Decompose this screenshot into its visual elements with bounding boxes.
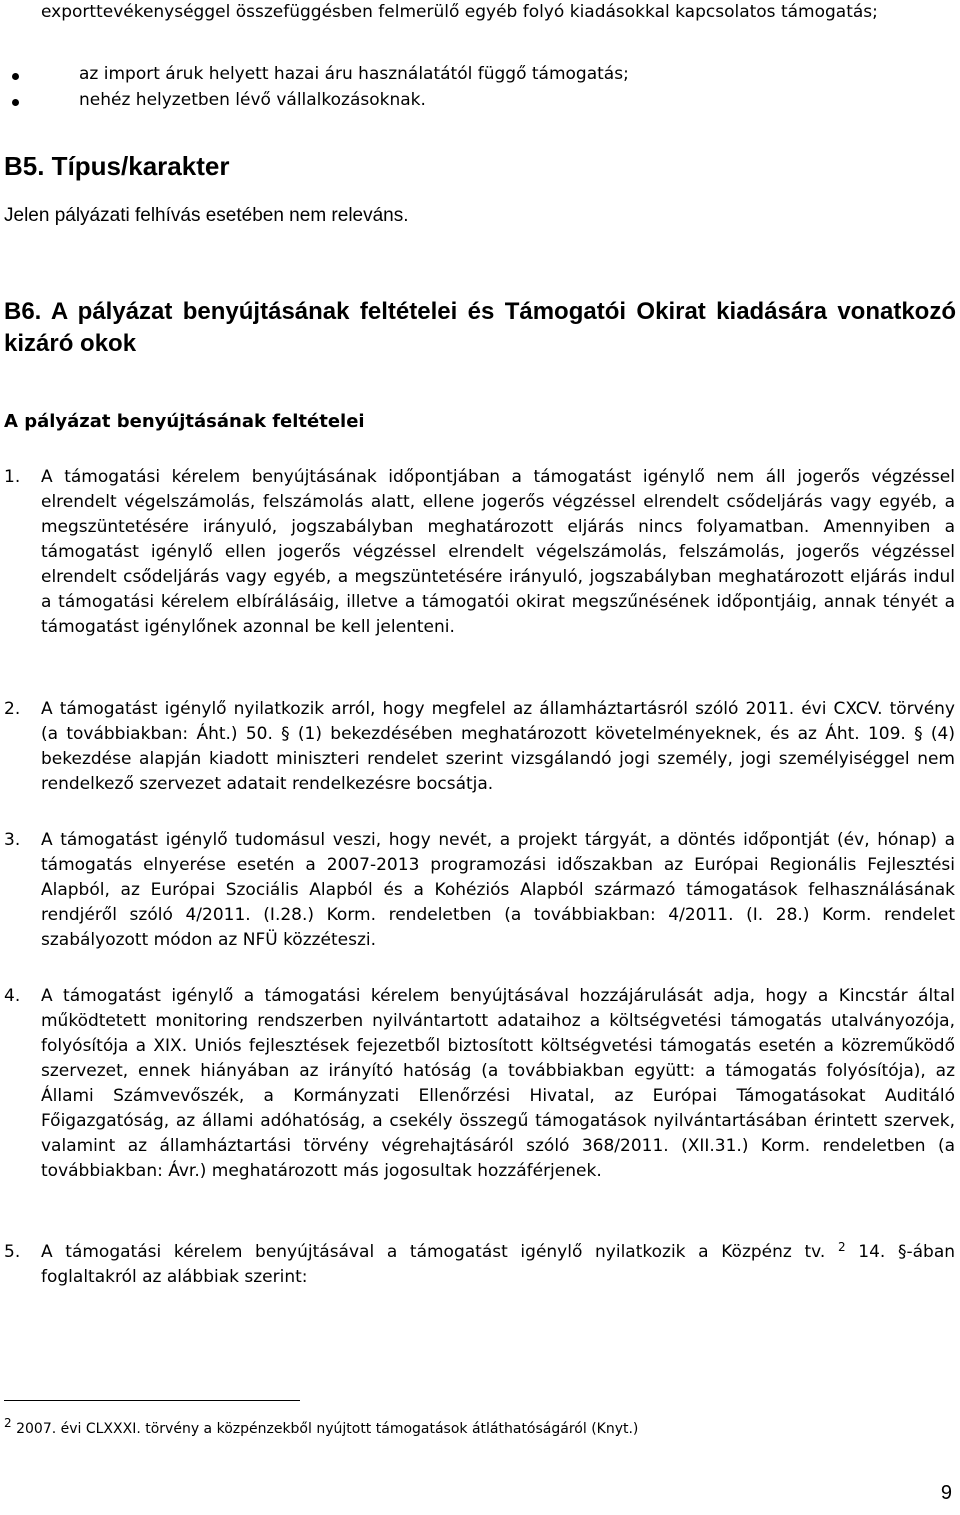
list-item (0, 62, 960, 87)
section-heading-b6: B6. A pályázat benyújtásának feltételei és Támogatói Okirat kiadására vonatkozó kizáró okok (4, 298, 956, 357)
section-b5-text: Jelen pályázati felhívás esetében nem releváns. (4, 205, 409, 226)
item-text: A támogatást igénylő nyilatkozik arról, hogy megfelel az államháztartásról szóló 2011. évi CXCV. törvény (a továbbiakban: Áht.) 50. § (1) bekezdésében meghatározott követelményeknek, és az Áht. 109. § (4) bekezdése alapján kiadott miniszteri rendelet szerint vizsgálandó jogi személy, jogi személyiséggel nem rendelkező szervezet adatait rendelkezésre bocsátja. (41, 699, 955, 794)
item-text-part: 14. §-ában foglaltakról az alábbiak szerint: (41, 1242, 956, 1287)
subheading: A pályázat benyújtásának feltételei (4, 411, 365, 432)
item-text (41, 1240, 955, 1290)
footnote (4, 1418, 954, 1440)
item-text: A támogatást igénylő tudomásul veszi, hogy nevét, a projekt tárgyát, a döntés időpontját (év, hónap) a támogatás elnyerése esetén a 2007-2013 programozási időszakban az Európai Regionális Fejlesztési Alapból, az Európai Szociális Alapból és a Kohéziós Alapból származó támogatások felhasználásának rendjéről szóló 4/2011. (I.28.) Korm. rendeletben (a továbbiakban: 4/2011. (I. 28.) Korm. rendelet szabályozott módon az NFÜ közzéteszi. (41, 830, 955, 950)
bullet-icon (12, 99, 19, 106)
footnote-marker: 2 (4, 1416, 12, 1430)
bullet-text: az import áruk helyett hazai áru használatától függő támogatás; (79, 64, 629, 84)
item-number: 3. (4, 830, 21, 850)
bullet-icon (12, 73, 19, 80)
item-number: 1. (4, 467, 21, 487)
footnote-text: 2007. évi CLXXXI. törvény a közpénzekből nyújtott támogatások átláthatóságáról (Knyt.) (16, 1421, 639, 1437)
bullet-text: nehéz helyzetben lévő vállalkozásoknak. (79, 90, 426, 110)
item-number: 5. (4, 1242, 21, 1262)
section-heading-b5: B5. Típus/karakter (4, 151, 230, 181)
footnote-reference[interactable]: 2 (837, 1240, 846, 1254)
item-text: A támogatást igénylő a támogatási kérelem benyújtásával hozzájárulását adja, hogy a Kincstár által működtetett monitoring rendszerben nyilvántartott adataihoz a költségvetési támogatás utalványozója, folyósítója a XIX. Uniós fejlesztések fejezetből biztosított költségvetési támogatás esetén a közreműködő szervezet, ennek hiányában az irányító hatóság (a továbbiakban együtt: a támogatás folyósítója), az Állami Számvevőszék, a Kormányzati Ellenőrzési Hivatal, az Európai Támogatásokat Auditáló Főigazgatóság, az állami adóhatóság, a csekély összegű támogatások nyilvántartásában érintett szervek, valamint az államháztartási törvény végrehajtásáról szóló 368/2011. (XII.31.) Korm. rendeletben (a továbbiakban: Ávr.) meghatározott más jogosultak hozzáférjenek. (41, 986, 955, 1181)
page-number: 9 (940, 1482, 952, 1504)
item-text: A támogatási kérelem benyújtásának időpontjában a támogatást igénylő nem áll jogerős végzéssel elrendelt végelszámolás, felszámolás alatt, ellene jogerős végzéssel elrendelt csődeljárás vagy egyéb, a megszüntetésére irányuló, jogszabályban meghatározott eljárás nincs folyamatban. Amennyiben a támogatást igénylő ellen jogerős végzéssel elrendelt végelszámolás, felszámolás, jogerős végzéssel elrendelt csődeljárás vagy egyéb, a megszüntetésére irányuló, jogszabályban meghatározott eljárás indul a támogatási kérelem elbírálásáig, illetve a támogatói okirat megszűnésének időpontjáig, annak tényét a támogatást igénylőnek azonnal be kell jelenteni. (41, 467, 955, 637)
intro-continuation: exporttevékenységgel összefüggésben felmerülő egyéb folyó kiadásokkal kapcsolatos támogatás; (41, 2, 878, 22)
item-number: 2. (4, 699, 21, 719)
item-number: 4. (4, 986, 21, 1006)
item-text-part: A támogatási kérelem benyújtásával a támogatást igénylő nyilatkozik a Közpénz tv. (41, 1242, 826, 1262)
footnote-divider (4, 1400, 300, 1401)
list-item (0, 88, 960, 113)
